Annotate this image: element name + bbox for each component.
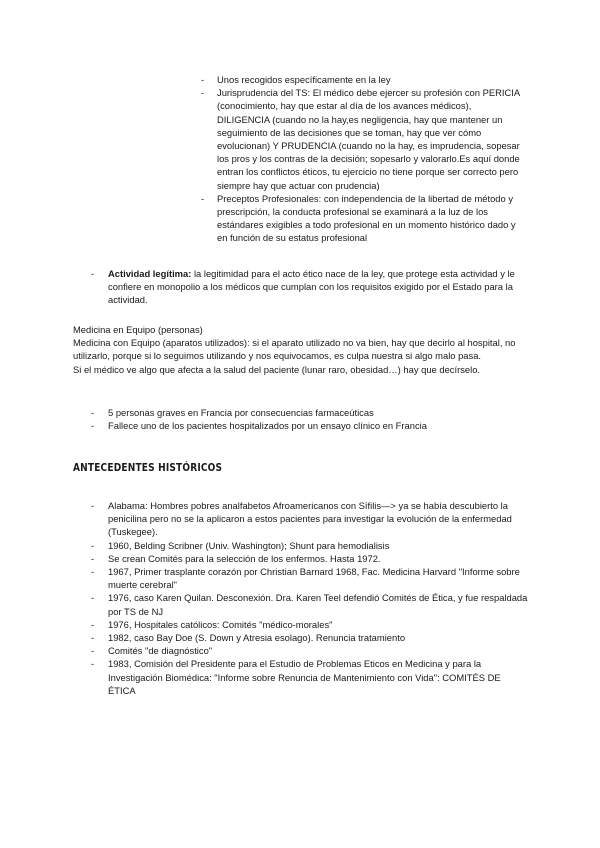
list-item: - 1983, Comisión del Presidente para el Estudio de Problemas Eticos en Medicina y para la Investigación Biomédica: "Informe sobre Renuncia de Mantenimiento con Vida": COMITÉS DE ÉTICA bbox=[108, 657, 528, 697]
actividad-text: la legitimidad para el acto ético nace de la ley, que protege esta actividad y le confiere en monopolio a los médicos que cumplan con los requisitos exigido por el Estado para la actividad. bbox=[108, 268, 515, 306]
list-item: - Unos recogidos específicamente en la ley bbox=[217, 73, 522, 86]
equipo-paragraph: Medicina con Equipo (aparatos utilizados): si el aparato utilizado no va bien, hay que decirlo al hospital, no utilizarlo, porque si lo seguimos utilizando y nos equivocamos, es culpa nuestra si algo malo pasa. bbox=[73, 337, 516, 362]
history-list bbox=[108, 499, 528, 697]
actividad-term: Actividad legítima: bbox=[108, 268, 192, 279]
incidents-list bbox=[108, 406, 528, 432]
list-item: - Fallece uno de los pacientes hospitalizados por un ensayo clínico en Francia bbox=[108, 419, 528, 432]
list-item: - 1976, Hospitales católicos: Comités "médico-morales" bbox=[108, 618, 528, 631]
list-item: - 1960, Belding Scribner (Univ. Washington); Shunt para hemodialisis bbox=[108, 539, 528, 552]
equipo-title: Medicina en Equipo (personas) bbox=[73, 324, 203, 335]
equipo-section bbox=[73, 323, 528, 376]
actividad-list bbox=[108, 267, 528, 307]
list-item: - Se crean Comités para la selección de los enfermos. Hasta 1972. bbox=[108, 552, 528, 565]
sub-bullet-list bbox=[217, 73, 522, 245]
list-item: - Alabama: Hombres pobres analfabetos Afroamericanos con Sífilis—> ya se había descubierto la penicilina pero no se la aplicaron a estos pacientes para investigar la evolución de la enfermedad (Tuskegee). bbox=[108, 499, 528, 539]
equipo-paragraph: Si el médico ve algo que afecta a la salud del paciente (lunar raro, obesidad…) hay que decírselo. bbox=[73, 363, 481, 375]
list-item: - Comités "de diagnóstico" bbox=[108, 644, 528, 657]
section-heading: ANTECEDENTES HISTÓRICOS bbox=[73, 462, 223, 474]
list-item bbox=[108, 267, 528, 307]
list-item: - 1982, caso Bay Doe (S. Down y Atresia esolago). Renuncia tratamiento bbox=[108, 631, 528, 644]
list-item: - 1967, Primer trasplante corazón por Christian Barnard 1968, Fac. Medicina Harvard "Informe sobre muerte cerebral" bbox=[108, 565, 528, 591]
list-item: - Jurisprudencia del TS: El médico debe ejercer su profesión con PERICIA (conocimiento, hay que estar al día de los avances médicos), DILIGENCIA (cuando no la hay,es negligencia, hay que mantener un seguimiento de las decisiones que se toman, hay que ver cómo evolucionan) Y PRUDENCIA (cuando no la hay, es imprudencia, sopesar los pros y los contras de la decisión; sopesarlo y valorarlo.Es aquí donde entran los conflictos éticos, tu ejercicio no tiene porque ser correcto pero siempre hay que actuar con prudencia) bbox=[217, 86, 522, 192]
list-item: - Preceptos Profesionales: con independencia de la libertad de método y prescripción, la conducta profesional se examinará a la luz de los estándares exigibles a todo profesional en un momento histórico dado y en función de su estatus profesional bbox=[217, 192, 522, 245]
list-item: - 5 personas graves en Francia por consecuencias farmaceúticas bbox=[108, 406, 528, 419]
list-item: - 1976, caso Karen Quilan. Desconexión. Dra. Karen Teel defendió Comités de Ética, y fue respaldada por TS de NJ bbox=[108, 591, 528, 617]
